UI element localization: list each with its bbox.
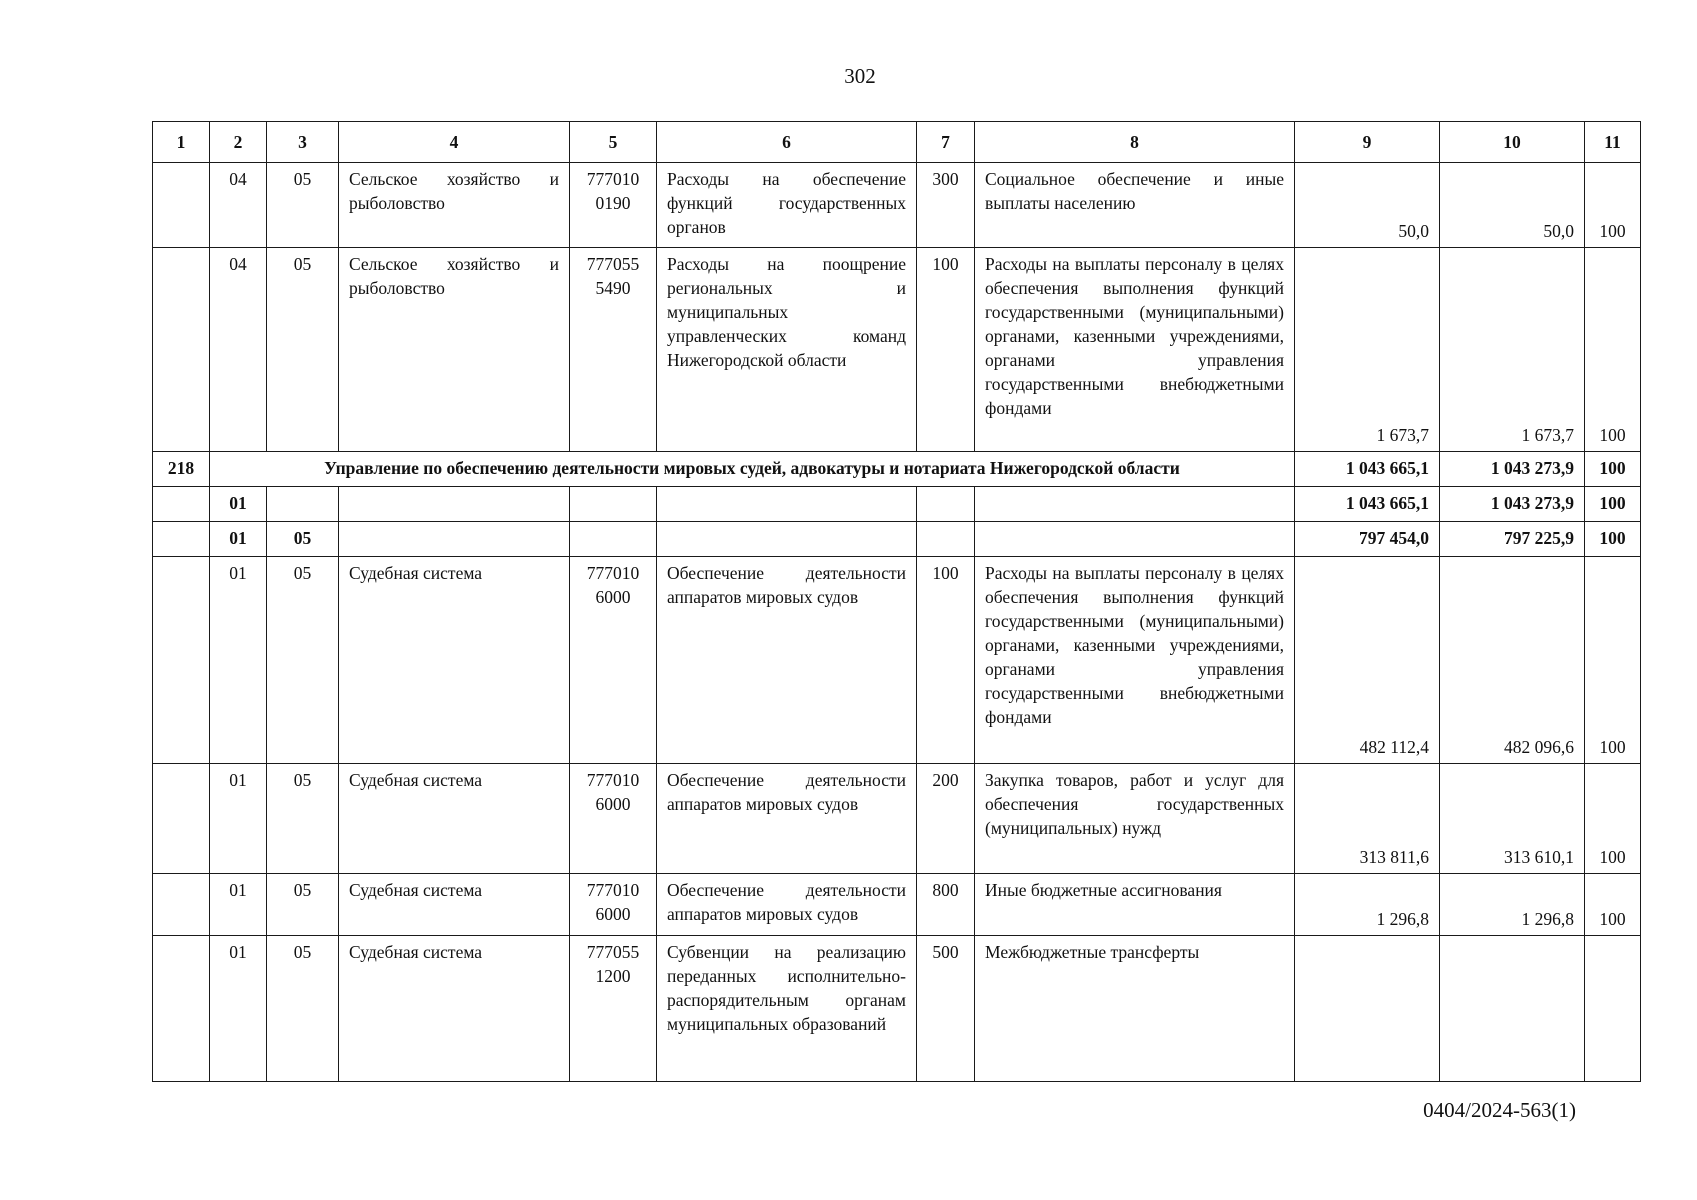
table-row [153,874,1641,936]
cell-percent: 100 [1585,557,1641,764]
cell-section: 04 [210,163,267,248]
cell-expense-type: 200 [917,764,975,874]
cell-target-article [570,487,657,522]
org-row [153,452,1641,487]
cell-code-1 [153,874,210,936]
cell-plan: 50,0 [1295,163,1440,248]
cell-subsection: 05 [267,522,339,557]
cell-article-name: Субвенции на реализацию переданных исполнительно-распорядительным органам муниципальных образований [657,936,917,1082]
cell-article-name: Обеспечение деятельности аппаратов мировых судов [657,557,917,764]
cell-target-article: 777010 6000 [570,557,657,764]
cell-actual: 1 296,8 [1440,874,1585,936]
cell-section-name: Сельское хозяйство и рыболовство [339,248,570,452]
cell-expense-type-name [975,487,1295,522]
cell-plan [1295,936,1440,1082]
cell-section-name: Сельское хозяйство и рыболовство [339,163,570,248]
cell-percent: 100 [1585,163,1641,248]
cell-actual: 1 673,7 [1440,248,1585,452]
cell-actual: 482 096,6 [1440,557,1585,764]
cell-section-name [339,487,570,522]
cell-code-1 [153,487,210,522]
cell-percent [1585,936,1641,1082]
cell-expense-type-name: Социальное обеспечение и иные выплаты населению [975,163,1295,248]
cell-target-article [570,522,657,557]
cell-section-name: Судебная система [339,936,570,1082]
cell-target-article: 777010 0190 [570,163,657,248]
header-cell: 6 [657,122,917,163]
header-cell: 2 [210,122,267,163]
cell-expense-type: 100 [917,248,975,452]
subsection-row [153,522,1641,557]
cell-section: 04 [210,248,267,452]
cell-article-name: Расходы на обеспечение функций государственных органов [657,163,917,248]
cell-section-name: Судебная система [339,557,570,764]
cell-actual: 797 225,9 [1440,522,1585,557]
cell-org-name: Управление по обеспечению деятельности мировых судей, адвокатуры и нотариата Нижегородской области [210,452,1295,487]
cell-expense-type-name: Межбюджетные трансферты [975,936,1295,1082]
cell-actual: 1 043 273,9 [1440,487,1585,522]
budget-table [152,121,1641,1082]
header-cell: 9 [1295,122,1440,163]
cell-code-1 [153,522,210,557]
cell-expense-type-name [975,522,1295,557]
cell-plan: 797 454,0 [1295,522,1440,557]
header-cell: 7 [917,122,975,163]
cell-percent: 100 [1585,874,1641,936]
cell-actual: 313 610,1 [1440,764,1585,874]
cell-article-name: Расходы на поощрение региональных и муниципальных управленческих команд Нижегородской области [657,248,917,452]
cell-code-1 [153,163,210,248]
cell-article-name [657,522,917,557]
cell-subsection: 05 [267,248,339,452]
header-cell: 5 [570,122,657,163]
cell-code-1 [153,557,210,764]
cell-percent: 100 [1585,452,1641,487]
cell-expense-type-name: Расходы на выплаты персоналу в целях обеспечения выполнения функций государственными (муниципальными) органами, казенными учреждениями, органами управления государственными внебюджетными фондами [975,248,1295,452]
header-cell: 11 [1585,122,1641,163]
cell-code-1 [153,248,210,452]
cell-section-name: Судебная система [339,764,570,874]
cell-expense-type: 300 [917,163,975,248]
cell-subsection: 05 [267,557,339,764]
header-cell: 1 [153,122,210,163]
document-code: 0404/2024-563(1) [1423,1098,1576,1122]
cell-org-code: 218 [153,452,210,487]
table-row [153,163,1641,248]
cell-plan: 482 112,4 [1295,557,1440,764]
cell-plan: 1 043 665,1 [1295,452,1440,487]
cell-percent: 100 [1585,764,1641,874]
cell-article-name: Обеспечение деятельности аппаратов мировых судов [657,874,917,936]
cell-percent: 100 [1585,487,1641,522]
table-row [153,557,1641,764]
header-cell: 3 [267,122,339,163]
cell-expense-type: 800 [917,874,975,936]
cell-percent: 100 [1585,248,1641,452]
cell-subsection: 05 [267,936,339,1082]
cell-section: 01 [210,522,267,557]
cell-section: 01 [210,557,267,764]
cell-subsection: 05 [267,764,339,874]
table-header-row [153,122,1641,163]
cell-code-1 [153,936,210,1082]
cell-section-name: Судебная система [339,874,570,936]
cell-expense-type: 500 [917,936,975,1082]
table-row [153,936,1641,1082]
cell-plan: 1 673,7 [1295,248,1440,452]
cell-expense-type [917,522,975,557]
cell-subsection: 05 [267,874,339,936]
cell-expense-type [917,487,975,522]
cell-plan: 1 043 665,1 [1295,487,1440,522]
header-cell: 8 [975,122,1295,163]
cell-target-article: 777010 6000 [570,874,657,936]
cell-actual [1440,936,1585,1082]
cell-actual: 50,0 [1440,163,1585,248]
page-number: 302 [844,64,876,88]
section-row [153,487,1641,522]
cell-code-1 [153,764,210,874]
cell-article-name: Обеспечение деятельности аппаратов мировых судов [657,764,917,874]
cell-expense-type-name: Расходы на выплаты персоналу в целях обеспечения выполнения функций государственными (муниципальными) органами, казенными учреждениями, органами управления государственными внебюджетными фондами [975,557,1295,764]
cell-target-article: 777010 6000 [570,764,657,874]
header-cell: 10 [1440,122,1585,163]
cell-section: 01 [210,764,267,874]
cell-plan: 1 296,8 [1295,874,1440,936]
table-row [153,248,1641,452]
cell-section: 01 [210,874,267,936]
cell-expense-type: 100 [917,557,975,764]
cell-target-article: 777055 1200 [570,936,657,1082]
cell-article-name [657,487,917,522]
cell-target-article: 777055 5490 [570,248,657,452]
cell-subsection [267,487,339,522]
cell-percent: 100 [1585,522,1641,557]
cell-section: 01 [210,936,267,1082]
cell-actual: 1 043 273,9 [1440,452,1585,487]
cell-expense-type-name: Иные бюджетные ассигнования [975,874,1295,936]
cell-section: 01 [210,487,267,522]
cell-expense-type-name: Закупка товаров, работ и услуг для обеспечения государственных (муниципальных) нужд [975,764,1295,874]
cell-section-name [339,522,570,557]
cell-subsection: 05 [267,163,339,248]
table-row [153,764,1641,874]
header-cell: 4 [339,122,570,163]
cell-plan: 313 811,6 [1295,764,1440,874]
